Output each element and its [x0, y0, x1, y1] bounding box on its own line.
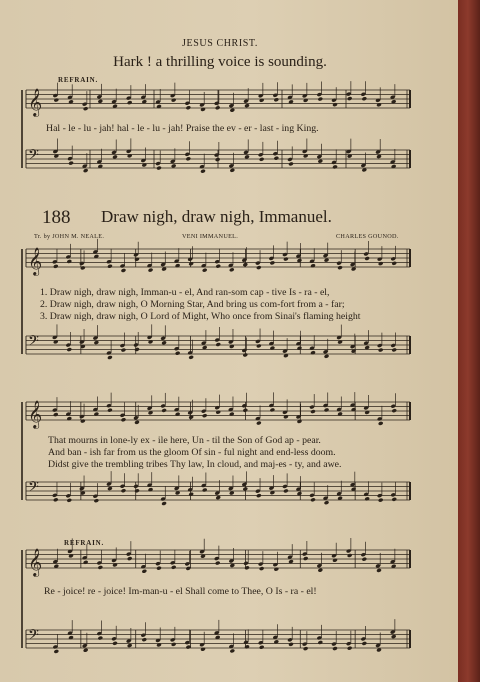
refrain-lyrics-bottom: Re - joice! re - joice! Im-man-u - el Shall come to Thee, O Is - ra - el!	[44, 586, 317, 597]
note-head	[68, 161, 74, 166]
note-head	[332, 646, 338, 651]
note-head	[112, 641, 118, 646]
note-head	[215, 264, 221, 269]
treble-clef: 𝄞	[28, 247, 43, 275]
note-head	[161, 408, 167, 413]
note-head	[244, 154, 250, 159]
verse-1-line-b: That mourns in lone-ly ex - ile here, Un - til the Son of God ap - pear.	[48, 435, 321, 446]
note-head	[202, 488, 208, 493]
note-head	[171, 98, 177, 103]
note-head	[244, 644, 250, 649]
tune-name: VENI IMMANUEL.	[182, 233, 239, 240]
verse-3-line-b: Didst give the trembling tribes Thy law, In cloud, and maj-es - ty, and awe.	[48, 459, 342, 470]
note-head	[347, 646, 353, 651]
note-head	[378, 261, 384, 266]
verse-3-line-a: 3. Draw nigh, draw nigh, O Lord of Might, Who once from Sinai's flaming height	[40, 311, 361, 322]
note-head	[185, 105, 191, 110]
note-head	[185, 156, 191, 161]
note-head	[229, 108, 235, 113]
note-head	[324, 354, 330, 359]
note-head	[134, 488, 140, 493]
note-head	[175, 351, 181, 356]
note-head	[161, 501, 167, 506]
note-head	[270, 260, 276, 265]
note-head	[121, 268, 127, 273]
note-head	[256, 344, 262, 349]
note-head	[200, 647, 206, 652]
note-head	[361, 96, 367, 101]
note-head	[171, 565, 177, 570]
treble-clef: 𝄞	[28, 400, 43, 428]
note-head	[259, 98, 265, 103]
verse-2-line-b: And ban - ish far from us the gloom Of sin - ful night and end-less doom.	[48, 447, 336, 458]
note-head	[156, 566, 162, 571]
note-head	[242, 353, 248, 358]
note-head	[270, 408, 276, 413]
note-head	[141, 569, 147, 574]
note-head	[171, 642, 177, 647]
note-head	[273, 567, 279, 572]
note-head	[215, 410, 221, 415]
note-head	[242, 262, 248, 267]
note-head	[378, 498, 384, 503]
book-edge	[458, 0, 480, 682]
note-head	[215, 157, 221, 162]
verse-2-line-a: 2. Draw nigh, draw nigh, O Morning Star, And bring us com-fort from a - far;	[40, 299, 345, 310]
note-head	[107, 486, 113, 491]
note-head	[97, 565, 103, 570]
note-head	[303, 646, 309, 651]
note-head	[242, 408, 248, 413]
note-head	[188, 492, 194, 497]
bass-clef: 𝄢	[28, 147, 39, 167]
refrain-label-top: REFRAIN.	[58, 76, 99, 84]
note-head	[141, 637, 147, 642]
note-head	[378, 421, 384, 426]
note-head	[229, 267, 235, 272]
note-head	[229, 649, 235, 654]
section-header: JESUS CHRIST.	[182, 38, 258, 49]
note-head	[310, 409, 316, 414]
note-head	[347, 553, 353, 558]
note-head	[97, 636, 103, 641]
note-head	[259, 645, 265, 650]
note-head	[215, 105, 221, 110]
note-head	[161, 340, 167, 345]
note-head	[317, 568, 323, 573]
bass-clef: 𝄢	[28, 333, 39, 353]
note-head	[97, 99, 103, 104]
note-head	[317, 640, 323, 645]
note-head	[53, 497, 59, 502]
note-head	[337, 265, 343, 270]
note-head	[364, 256, 370, 261]
note-head	[229, 168, 235, 173]
note-head	[121, 488, 127, 493]
note-head	[391, 348, 397, 353]
note-head	[310, 263, 316, 268]
note-head	[83, 560, 89, 565]
note-head	[107, 264, 113, 269]
refrain-label-bottom: REFRAIN.	[64, 539, 105, 547]
note-head	[202, 413, 208, 418]
note-head	[361, 641, 367, 646]
note-head	[376, 102, 382, 107]
note-head	[127, 643, 133, 648]
note-head	[324, 500, 330, 505]
note-head	[156, 166, 162, 171]
note-head	[324, 258, 330, 263]
note-head	[53, 412, 59, 417]
note-head	[66, 347, 72, 352]
note-head	[244, 565, 250, 570]
note-head	[283, 414, 289, 419]
note-head	[378, 348, 384, 353]
note-head	[273, 97, 279, 102]
note-head	[297, 346, 303, 351]
note-head	[391, 634, 397, 639]
note-head	[121, 417, 127, 422]
note-head	[53, 98, 59, 103]
note-head	[317, 159, 323, 164]
note-head	[94, 498, 100, 503]
note-head	[175, 412, 181, 417]
note-head	[288, 642, 294, 647]
note-head	[148, 268, 154, 273]
note-head	[188, 355, 194, 360]
note-head	[391, 497, 397, 502]
note-head	[283, 489, 289, 494]
note-head	[259, 157, 265, 162]
verse-1-line-a: 1. Draw nigh, draw nigh, Imman-u - el, And ran-som cap - tive Is - ra - el,	[40, 287, 330, 298]
note-head	[361, 557, 367, 562]
note-head	[244, 103, 250, 108]
note-head	[242, 487, 248, 492]
note-head	[121, 348, 127, 353]
composer-credit: CHARLES GOUNOD.	[336, 233, 399, 240]
note-head	[303, 556, 309, 561]
note-head	[107, 408, 113, 413]
note-head	[332, 102, 338, 107]
note-head	[310, 497, 316, 502]
bass-clef: 𝄢	[28, 627, 39, 647]
note-head	[215, 342, 221, 347]
note-head	[364, 496, 370, 501]
note-head	[283, 257, 289, 262]
treble-clef: 𝄞	[28, 88, 43, 116]
note-head	[83, 106, 89, 111]
note-head	[391, 261, 397, 266]
note-head	[324, 408, 330, 413]
hymn-number: 188	[42, 207, 71, 228]
note-head	[215, 495, 221, 500]
refrain-lyrics-top: Hal - le - lu - jah! hal - le - lu - jah! Praise the ev - er - last - ing King.	[46, 123, 319, 134]
translator-credit: Tr. by JOHN M. NEALE.	[34, 233, 105, 240]
note-head	[134, 420, 140, 425]
note-head	[53, 264, 59, 269]
note-head	[127, 100, 133, 105]
note-head	[256, 265, 262, 270]
note-head	[127, 556, 133, 561]
note-head	[317, 97, 323, 102]
note-head	[66, 498, 72, 503]
note-head	[53, 649, 59, 654]
bass-clef: 𝄢	[28, 479, 39, 499]
note-head	[188, 261, 194, 266]
note-head	[215, 561, 221, 566]
note-head	[83, 648, 89, 653]
note-head	[134, 347, 140, 352]
note-head	[171, 164, 177, 169]
note-head	[83, 168, 89, 173]
hymn-title: Draw nigh, draw nigh, Immanuel.	[101, 207, 332, 226]
note-head	[66, 259, 72, 264]
note-head	[256, 493, 262, 498]
previous-hymn-title: Hark ! a thrilling voice is sounding.	[113, 54, 327, 70]
note-head	[200, 169, 206, 174]
note-head	[347, 96, 353, 101]
note-head	[94, 340, 100, 345]
note-head	[376, 568, 382, 573]
note-head	[259, 566, 265, 571]
note-head	[273, 156, 279, 161]
note-head	[332, 558, 338, 563]
note-head	[391, 408, 397, 413]
note-head	[288, 162, 294, 167]
note-head	[256, 421, 262, 426]
note-head	[112, 155, 118, 160]
note-head	[202, 268, 208, 273]
note-head	[107, 355, 113, 360]
note-head	[310, 350, 316, 355]
note-head	[332, 164, 338, 169]
treble-clef: 𝄞	[28, 548, 43, 576]
note-head	[134, 257, 140, 262]
